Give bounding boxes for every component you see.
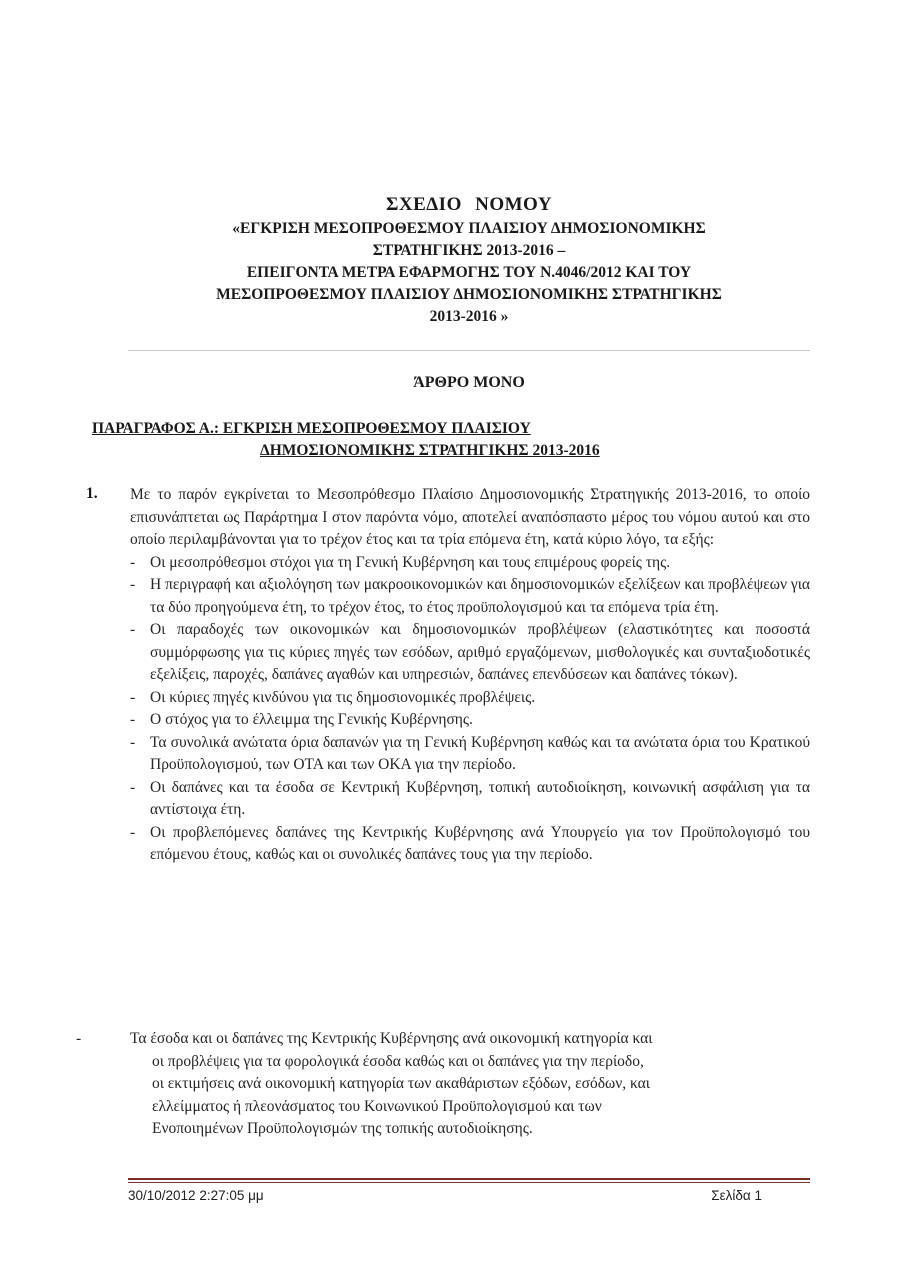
- dash-marker: -: [130, 733, 136, 751]
- dash-marker: -: [130, 621, 136, 638]
- list-item: [130, 552, 810, 575]
- article-heading: ΆΡΘΡΟ ΜΟΝΟ: [413, 374, 525, 391]
- list-item: [130, 574, 810, 619]
- paragraph-heading-line-1: ΠΑΡΑΓΡΑΦΟΣ Α.: ΕΓΚΡΙΣΗ ΜΕΣΟΠΡΟΘΕΣΜΟΥ ΠΛΑΙΣΙΟΥ: [92, 420, 531, 437]
- outer-dash-marker: -: [76, 1030, 82, 1047]
- outer-item-line-4: ελλείμματος ή πλεονάσματος του Κοινωνικού Προϋπολογισμού και των: [152, 1097, 602, 1115]
- list-item: [130, 687, 810, 710]
- subtitle-line-2: ΣΤΡΑΤΗΓΙΚΗΣ 2013-2016 –: [372, 242, 566, 259]
- footer-rule: [128, 1178, 810, 1180]
- bullet-list: [130, 552, 810, 867]
- subtitle-line-4: ΜΕΣΟΠΡΟΘΕΣΜΟΥ ΠΛΑΙΣΙΟΥ ΔΗΜΟΣΙΟΝΟΜΙΚΗΣ ΣΤΡΑΤΗΓΙΚΗΣ: [216, 286, 722, 303]
- list-item: [130, 732, 810, 777]
- subtitle-line-1: «ΕΓΚΡΙΣΗ ΜΕΣΟΠΡΟΘΕΣΜΟΥ ΠΛΑΙΣΙΟΥ ΔΗΜΟΣΙΟΝΟΜΙΚΗΣ: [232, 220, 706, 237]
- list-item: [130, 822, 810, 867]
- dash-marker: -: [130, 778, 136, 796]
- document-title: ΣΧΕΔΙΟ ΝΟΜΟΥ: [385, 194, 553, 215]
- dash-marker: -: [130, 711, 136, 728]
- list-item-text: Οι παραδοχές των οικονομικών και δημοσιονομικών προβλέψεων (ελαστικότητες και ποσοστά συμμόρφωσης για τις κύριες πηγές των εσόδων, αριθμό εργαζόμενων, μισθολογικές και συνταξιοδοτικές εξελίξεις, παροχές, δαπάνες αγαθών και υπηρεσιών, δαπάνες επενδύσεων και δαπάνες τόκων).: [150, 621, 810, 683]
- list-item-text: Τα συνολικά ανώτατα όρια δαπανών για τη Γενική Κυβέρνηση καθώς και τα ανώτατα όρια του Κρατικού Προϋπολογισμού, των ΟΤΑ και των ΟΚΑ για την περίοδο.: [150, 733, 810, 773]
- subtitle-line-3: ΕΠΕΙΓΟΝΤΑ ΜΕΤΡΑ ΕΦΑΡΜΟΓΗΣ ΤΟΥ Ν.4046/2012 ΚΑΙ ΤΟΥ: [246, 264, 692, 281]
- dash-marker: -: [130, 823, 136, 841]
- list-item: [130, 709, 810, 732]
- dash-marker: -: [130, 576, 136, 593]
- footer-date: 30/10/2012 2:27:05 μμ: [128, 1188, 264, 1203]
- paragraph-heading-line-2: ΔΗΜΟΣΙΟΝΟΜΙΚΗΣ ΣΤΡΑΤΗΓΙΚΗΣ 2013-2016: [260, 442, 600, 459]
- title-block: [128, 192, 810, 328]
- footer-rule-thin: [128, 1182, 810, 1183]
- list-item-text: Οι δαπάνες και τα έσοδα σε Κεντρική Κυβέρνηση, τοπική αυτοδιοίκηση, κοινωνική ασφάλιση για τα αντίστοιχα έτη.: [150, 778, 810, 818]
- outer-item-line-5: Ενοποιημένων Προϋπολογισμών της τοπικής αυτοδιοίκησης.: [152, 1120, 533, 1137]
- item-number: 1.: [86, 485, 98, 502]
- item-body: [130, 484, 810, 867]
- item-intro: Με το παρόν εγκρίνεται το Μεσοπρόθεσμο Πλαίσιο Δημοσιονομικής Στρατηγικής 2013-2016, το οποίο επισυνάπτεται ως Παράρτημα Ι στον παρόντα νόμο, αποτελεί αναπόσπαστο μέρος του νόμου αυτού και στο οποίο περιλαμβάνονται για το τρέχον έτος και τα τρία επόμενα έτη, κατά κύριο λόγο, τα εξής:: [130, 486, 810, 548]
- dash-marker: -: [130, 553, 136, 571]
- outer-item-line-2: οι προβλέψεις για τα φορολογικά έσοδα καθώς και οι δαπάνες για την περίοδο,: [152, 1052, 644, 1070]
- list-item-text: Η περιγραφή και αξιολόγηση των μακροοικονομικών και δημοσιονομικών εξελίξεων και προβλέψεων για τα δύο προηγούμενα έτη, το τρέχον έτος, το έτος προϋπολογισμού και τα επόμενα τρία έτη.: [150, 576, 810, 616]
- outer-item-line-1: Τα έσοδα και οι δαπάνες της Κεντρικής Κυβέρνησης ανά οικονομική κατηγορία και: [130, 1030, 653, 1047]
- list-item-text: Ο στόχος για το έλλειμμα της Γενικής Κυβέρνησης.: [150, 711, 473, 728]
- outer-item-line-3: οι εκτιμήσεις ανά οικονομική κατηγορία των ακαθάριστων εξόδων, εσόδων, και: [152, 1075, 650, 1092]
- dash-marker: -: [130, 688, 136, 706]
- list-item-text: Οι μεσοπρόθεσμοι στόχοι για τη Γενική Κυβέρνηση και τους επιμέρους φορείς της.: [150, 553, 671, 571]
- list-item-text: Οι κύριες πηγές κινδύνου για τις δημοσιονομικές προβλέψεις.: [150, 688, 536, 706]
- title-divider: [128, 350, 810, 351]
- list-item: [130, 619, 810, 687]
- subtitle-line-5: 2013-2016 »: [429, 308, 509, 325]
- list-item: [130, 777, 810, 822]
- paragraph-heading: [92, 418, 812, 462]
- list-item-text: Οι προβλεπόμενες δαπάνες της Κεντρικής Κυβέρνησης ανά Υπουργείο για τον Προϋπολογισμό του επόμενου έτους, καθώς και οι συνολικές δαπάνες τους για την περίοδο.: [150, 823, 810, 863]
- outer-list-item: [76, 1028, 810, 1141]
- footer-page-number: Σελίδα 1: [711, 1188, 762, 1203]
